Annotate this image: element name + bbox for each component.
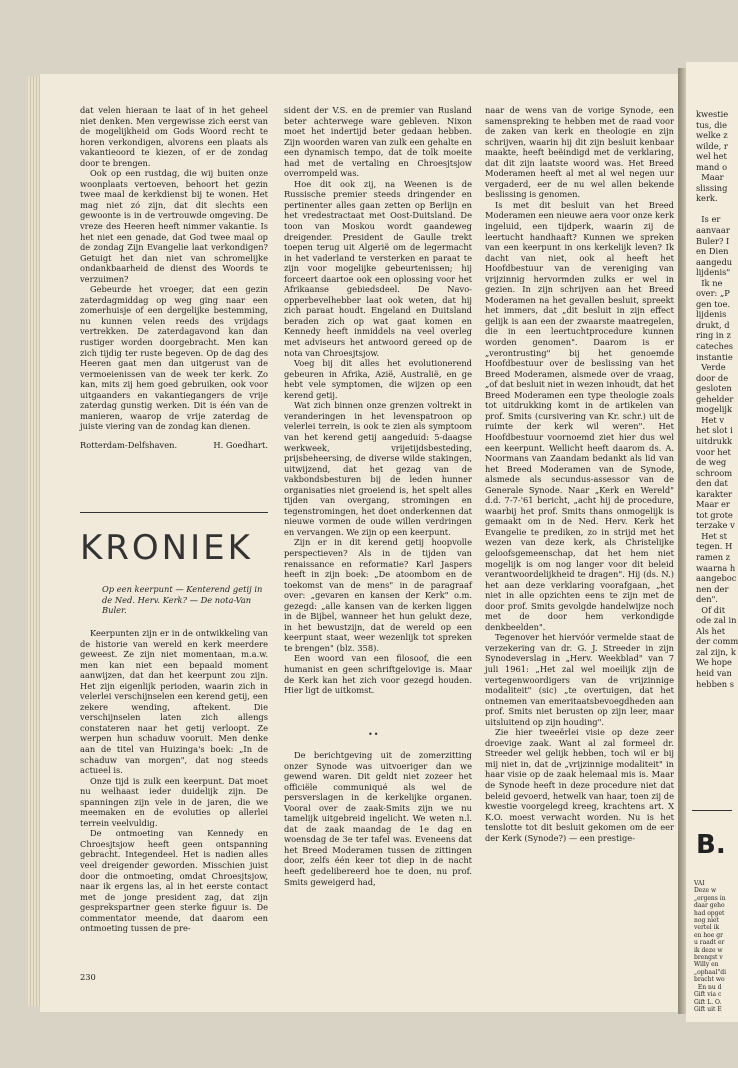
paragraph: sident der V.S. en de premier van Rusland beter achterwege ware gebleven. Nixon moet het indertijd beter gedaan hebben. Zijn woorden waren van zulk een gehalte en een dynamisch tempo, dat de tolk moeite had met de vertaling en Chroesjtsjow overrompeld was. bbox=[284, 105, 472, 179]
paragraph: Onze tijd is zulk een keerpunt. Dat moet nu welhaast ieder duidelijk zijn. De spanningen zijn vele in de jaren, die we meemaken en de evoluties op allerlei terrein veelvuldig. bbox=[80, 775, 268, 828]
section-title: KRONIEK bbox=[80, 528, 253, 568]
next-page-heading: B. bbox=[696, 830, 726, 860]
separator-dots: •• bbox=[368, 730, 380, 739]
book-gutter bbox=[678, 68, 686, 1014]
signature-place: Rotterdam-Delfshaven. bbox=[80, 439, 178, 450]
kroniek-column bbox=[80, 628, 268, 934]
paragraph: Zie hier tweeërlei visie op deze zeer droevige zaak. Want al zal formeel dr. Streeder wel gelijk hebben, toch wil er bij mij niet in, dat de „vrijzinnige modaliteit" in haar visie op de zaak helemaal mis is. Maar de Synode heeft in deze procedure niet dat beleid gevoerd, hetwelk van haar, toen zij de kwestie voorgelegd kreeg, krachtens art. X K.O. moest verwacht worden. Nu is het tenslotte tot dit besluit gekomen om de eer der Kerk (Synode?) — een prestige- bbox=[485, 727, 674, 843]
signature bbox=[80, 440, 268, 451]
paragraph: Voeg bij dit alles het evolutionerend gebeuren in Afrika, Azië, Australië, en ge hebt vele symptomen, die wijzen op een kerend getij. bbox=[284, 358, 472, 400]
paragraph: Wat zich binnen onze grenzen voltrekt in veranderingen in het levenspatroon op velerlei terrein, is ook te zien als symptoom van het kerend getij aangeduid: 5-daagse werkweek, vrijetijdsbesteding, prijsbeheersing, de diverse wilde stakingen, uitwijzend, dat het gezag van de vakbondsbesturen bij de leden hunner organisaties niet groeiend is, het spelt alles tijden van overgang, stromingen en tegenstromingen, het doet onderkennen dat nieuwe vormen de oude willen verdringen en vervangen. We zijn op een keerpunt. bbox=[284, 400, 472, 537]
paragraph: De berichtgeving uit de zomerzitting onzer Synode was uitvoeriger dan we gewend waren. Dit geldt niet zozeer het officiële communiqué als wel de persverslagen in de kerkelijke organen. Vooral over de zaak-Smits zijn we nu tamelijk uitgebreid ingelicht. We weten n.l. dat de zaak maandag de 1e dag en woensdag de 3e ter tafel was. Eveneens dat het Breed Moderamen tussen de zittingen door, zelfs één keer tot diep in de nacht heeft gedelibereerd hoe te doen, nu prof. Smits geweigerd had, bbox=[284, 750, 472, 887]
paragraph: Ook op een rustdag, die wij buiten onze woonplaats vertoeven, behoort het gezin twee maal de kerkdienst bij te wonen. Het mag niet zó zijn, dat dit slechts een gewoonte is in de vertrouwde omgeving. De vreze des Heeren heeft nimmer vakantie. Is het niet een genade, dat God twee maal op de zondag Zijn Evangelie laat verkondigen? Getuigt het dan niet van schromelijke ondankbaarheid de dienst des Woords te verzuimen? bbox=[80, 168, 268, 284]
column-3 bbox=[485, 105, 674, 843]
next-page-column: kwestie tus, die welke z wilde, r wel het mand o Maar slissing kerk. Is er aanvaar Buler? I en Dien aangedu lijdenis" Ik ne over: „P gen toe. lijdenis drukt, d ring in z cateches instantie Verde door de gesloten gehelder mogelijk Het v het slot i uitdrukk voor het de weg schroom den dat karakter Maar er tot grote terzake v Het st tegen. H ramen z waarna h aangeboc nen der den". Of dit ode zal in Als het der comm zal zijn, k We hope heid van hebben s bbox=[696, 109, 738, 689]
paragraph: De ontmoeting van Kennedy en Chroesjtsjow heeft geen ontspanning gebracht. Integendeel. Het is nadien alles veel dreigender geworden. Misschien juist door die ontmoeting, omdat Chroesjtsjow, naar ik ergens las, al in het eerste contact met de jonge president zag, dat zijn gesprekspartner geen sterke figuur is. De commentator meende, dat daarom een ontmoeting tussen de pre- bbox=[80, 828, 268, 934]
paragraph: naar de wens van de vorige Synode, een samenspreking te hebben met de raad voor de zaken van kerk en theologie en zijn schrijven, waarin hij dit zijn besluit kenbaar maakte, heeft beëindigd met de verklaring, dat dit zijn laatste woord was. Het Breed Moderamen heeft al met al wel negen uur vergaderd, eer de nu wel allen bekende beslissing is genomen. bbox=[485, 105, 674, 200]
next-page-small-text: VAI Deze w „ergens in daar geho had opget nog niet vertel ik en hoe gr u raadt er ik deze w brengst v Willy en „ophaal"di bracht wo En nu d Gift via c Gift L. O. Gift uit E bbox=[694, 880, 727, 1013]
section-subtitle: Op een keerpunt — Kenterend getij in de Ned. Herv. Kerk? — De nota-Van Buler. bbox=[102, 584, 263, 615]
paragraph: Zijn er in dit kerend getij hoopvolle perspectieven? Als in de tijden van renaissance en reformatie? Karl Jaspers heeft in zijn boek: „De atoombom en de toekomst van de mens" in de paragraaf over: „gevaren en kansen der Kerk" o.m. gezegd: „alle kansen van de kerken liggen in de Bijbel, wanneer het hun gelukt deze, in het bewustzijn, dat de wereld op een keerpunt staat, weer wezenlijk tot spreken te brengen" (blz. 358). bbox=[284, 537, 472, 653]
page-number: 230 bbox=[80, 972, 96, 982]
column-2 bbox=[284, 105, 472, 696]
paragraph: Tegenover het hiervóór vermelde staat de verzekering van dr. G. J. Streeder in zijn Synodeverslag in „Herv. Weekblad" van 7 juli 1961: „Het zal wel moeilijk zijn de vertegenwoordigers van de vrijzinnige modaliteit" (sic) „te overtuigen, dat het ontnemen van emeritaatsbevoegdheden aan prof. Smits niet berusten op zijn leer, maar uitsluitend op zijn houding". bbox=[485, 632, 674, 727]
paragraph: Hoe dit ook zij, na Weenen is de Russische premier steeds dringender en pertinenter alles gaan zetten op Berlijn en het vredestractaat met Oost-Duitsland. De toon van Moskou wordt gaandeweg dreigender. President de Gaulle trekt toepen terug uit Algerië om de legermacht in het vaderland te versterken en paraat te zijn voor mogelijke gebeurtenissen; hij forceert daartoe ook een oplossing voor het Afrikaanse gebiedsdeel. De Navo-opperbevelhebber laat ook weten, dat hij zich paraat houdt. Engeland en Duitsland beraden zich op wat gaat komen en Kennedy heeft inmiddels na veel overleg met adviseurs het antwoord gereed op de nota van Chroesjtsjow. bbox=[284, 178, 472, 358]
paragraph: Gebeurde het vroeger, dat een gezin zaterdagmiddag op weg ging naar een zomerhuisje of een dergelijke bestemming, nu kunnen velen reeds des vrijdags vertrekken. De zaterdagavond kan dan rustiger worden doorgebracht. Men kan zich tijdig ter ruste begeven. Op de dag des Heeren gaat men dan uitgerust van de vermoeienissen van de week ter kerk. Zo kan, mits zij hem goed gebruiken, ook voor uitgaanders en vakantiegangers de vrije zaterdag gunstig werken. Dit is één van de manieren, waarop de vrije zaterdag de juiste viering van de zondag kan dienen. bbox=[80, 284, 268, 432]
paragraph: dat velen hieraan te laat of in het geheel niet denken. Men vergewisse zich eerst van de mogelijkheid om Gods Woord recht te horen verkondigen, alvorens een plaats als vakantieoord te kiezen, of er de zondag door te brengen. bbox=[80, 105, 268, 168]
paragraph: Keerpunten zijn er in de ontwikkeling van de historie van wereld en kerk meerdere geweest. Ze zijn niet momentaan, m.a.w. men kan niet een bepaald moment aanwijzen, dat dan het keerpunt zou zijn. Het zijn eigenlijk perioden, waarin zich in velerlei verschijnselen een kerend getij, een zekere wending, aftekent. Die verschijnselen laten zich allengs constateren naar het getij verloopt. Ze werpen hun schaduw vooruit. Men denke aan de titel van Huizinga's boek: „In de schaduw van morgen", dat nog steeds actueel is. bbox=[80, 628, 268, 776]
column-1 bbox=[80, 105, 268, 451]
next-page-edge bbox=[686, 62, 738, 1022]
paragraph: Een woord van een filosoof, die een humanist en geen schriftgelovige is. Maar de Kerk kan het zich voor gezegd houden. Hier ligt de uitkomst. bbox=[284, 653, 472, 696]
section-divider bbox=[80, 512, 268, 513]
paragraph: Is met dit besluit van het Breed Moderamen een nieuwe aera voor onze kerk ingeluid, een tijdperk, waarin zij de leertucht handhaaft? Kunnen we spreken van een keerpunt in ons kerkelijk leven? Ik dacht van niet, ook al heeft het Hoofdbestuur van de vereniging van vrijzinnig hervormden zulks er wel in gezien. In zijn schrijven aan het Breed Moderamen na het gevallen besluit, spreekt het immers, dat „dit besluit in zijn effect gelijk is aan een der zwaarste maatregelen, die in een leertuchtprocedure kunnen worden genomen". Daarom is er „verontrusting" bij het genoemde Hoofdbestuur over de beslissing van het Breed Moderamen, alsmede over de vraag, „of dat besluit niet in wezen inhoudt, dat het Breed Moderamen een type theologie zoals tot uitdrukking komt in de artikelen van prof. Smits (cursivering van Kr. schr.) uit de ruimte der kerk wil weren". Het Hoofdbestuur voornoemd ziet hier dus wel een keerpunt. Wellicht heeft daarom ds. A. Noormans van Zaandam bedankt als lid van het Breed Moderamen van de Synode, alsmede als secundus-assessor van de Generale Synode. Naar „Kerk en Wereld" d.d. 7-7-'61 bericht, „acht hij de procedure, waarbij het prof. Smits thans onmogelijk is gemaakt om in de Ned. Herv. Kerk het Evangelie te prediken, zo in strijd met het wezen van deze kerk, als Christelijke geloofsgemeenschap, dat het hem niet mogelijk is om nog langer voor dit beleid verantwoordelijkheid te dragen". Hij (ds. N.) het aan deze verklaring voorafgaan, „het niet in alle opzichten eens te zijn met de door prof. Smits gevolgde handelwijze noch met de door hem verkondigde denkbeelden". bbox=[485, 199, 674, 632]
signature-name: H. Goedhart. bbox=[213, 439, 268, 450]
column-2-bottom bbox=[284, 750, 472, 887]
